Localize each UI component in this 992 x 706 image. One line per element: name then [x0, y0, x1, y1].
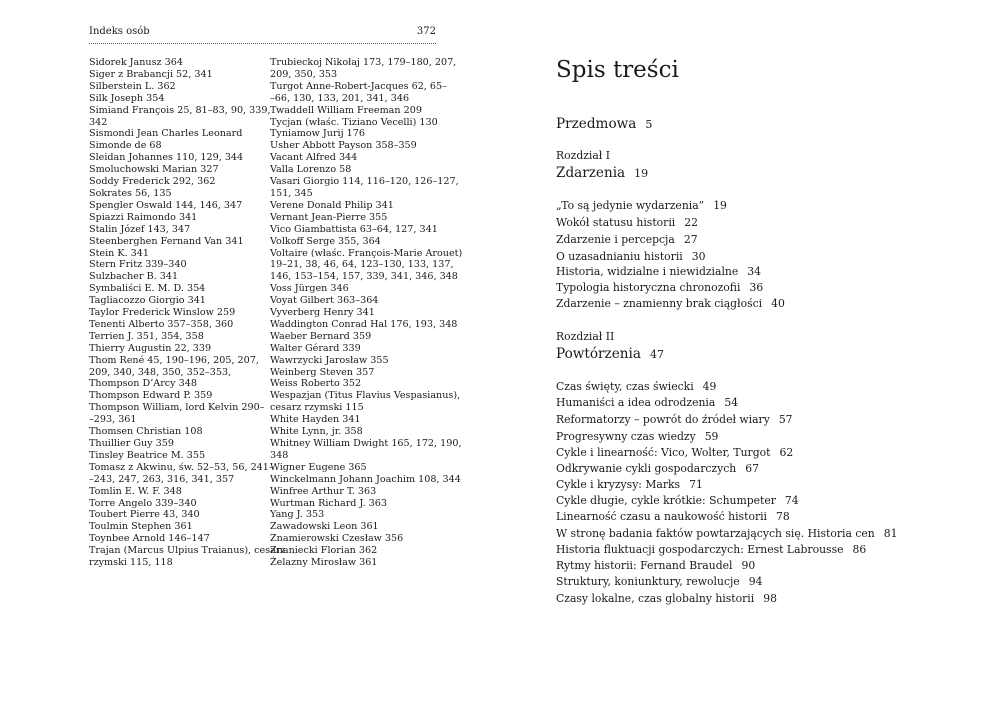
index-entry: Tyniamow Jurij 176 [270, 128, 365, 140]
index-column-right [270, 57, 463, 569]
index-entry: Voltaire (właśc. François-Marie Arouet) [270, 247, 463, 259]
index-entry: 19–21, 38, 46, 64, 123–130, 133, 137, [270, 259, 454, 271]
toc-entry-label: Cykle i kryzysy: Marks [556, 478, 681, 491]
toc-entry [556, 413, 793, 426]
toc-entry-page: 47 [649, 348, 664, 361]
toc-entry-label: Cykle i linearność: Vico, Wolter, Turgot [556, 446, 771, 459]
toc-entry [556, 527, 898, 540]
toc-entry [556, 396, 738, 409]
toc-chapter-label [556, 330, 614, 343]
index-entry: Silberstein L. 362 [89, 80, 176, 92]
index-entry: Simiand François 25, 81–83, 90, 339, [89, 104, 271, 116]
index-entry: Twaddell William Freeman 209 [270, 104, 422, 116]
toc-entry [556, 543, 866, 556]
toc-entry-label: „To są jedynie wydarzenia” [556, 199, 705, 212]
toc-entry-page: 54 [724, 396, 739, 409]
index-entry: Thom René 45, 190–196, 205, 207, [89, 354, 259, 366]
toc-title: Spis treści [556, 57, 679, 83]
index-entry: White Hayden 341 [270, 414, 361, 426]
toc-entry-label: Historia, widzialne i niewidzialne [556, 265, 739, 278]
toc-entry-label: Historia fluktuacji gospodarczych: Ernest Labrousse [556, 543, 844, 556]
toc-entry [556, 297, 785, 310]
index-entry: Tagliacozzo Giorgio 341 [89, 295, 206, 307]
index-entry: 151, 345 [270, 187, 313, 199]
toc-entry-page: 40 [771, 297, 785, 310]
toc-chapter-title [556, 346, 664, 363]
index-entry: Voss Jürgen 346 [270, 283, 349, 295]
toc-entry [556, 462, 759, 475]
toc-entry-page: 81 [883, 527, 898, 540]
index-entry: Waddington Conrad Hal 176, 193, 348 [270, 318, 458, 330]
toc-entry [556, 446, 793, 459]
index-entry: Sismondi Jean Charles Leonard [89, 128, 243, 140]
toc-entry [556, 592, 777, 605]
index-entry: Weinberg Steven 357 [270, 366, 375, 378]
index-entry: Vico Giambattista 63–64, 127, 341 [270, 223, 438, 235]
toc-entry-page: 27 [683, 233, 698, 246]
toc-entry-page: 59 [704, 430, 719, 443]
running-head [89, 26, 436, 42]
toc-entry-page: 5 [645, 118, 653, 131]
index-entry: Vasari Giorgio 114, 116–120, 126–127, [270, 176, 459, 188]
index-entry: Wespazjan (Titus Flavius Vespasianus), [270, 390, 461, 402]
toc-entry-page: 94 [748, 575, 763, 588]
index-entry: 209, 340, 348, 350, 352–353, [89, 366, 232, 378]
index-entry: Sulzbacher B. 341 [89, 271, 179, 283]
index-entry: 146, 153–154, 157, 339, 341, 346, 348 [270, 271, 458, 283]
toc-entry-label: O uzasadnianiu historii [556, 250, 683, 263]
toc-entry-page: 30 [691, 250, 706, 263]
index-entry: –243, 247, 263, 316, 341, 357 [89, 473, 235, 485]
toc-entry-label: W stronę badania faktów powtarzających się. Historia cen [556, 527, 875, 540]
index-entry: Smoluchowski Marian 327 [89, 164, 219, 176]
index-entry: Walter Gérard 339 [270, 342, 361, 354]
index-entry: Wawrzycki Jarosław 355 [270, 354, 389, 366]
index-entry: Stern Fritz 339–340 [89, 259, 187, 271]
index-entry: Spiazzi Raimondo 341 [89, 211, 198, 223]
toc-entry [556, 281, 763, 294]
index-entry: Wurtman Richard J. 363 [270, 497, 387, 509]
index-entry: Soddy Frederick 292, 362 [89, 176, 216, 188]
index-entry: Thomsen Christian 108 [89, 426, 203, 438]
index-entry: 209, 350, 353 [270, 68, 338, 80]
toc-entry-label: Odkrywanie cykli gospodarczych [556, 462, 737, 475]
index-entry: Trajan (Marcus Ulpius Traianus), cesarz [89, 545, 286, 557]
toc-entry [556, 430, 718, 443]
index-entry: Sleidan Johannes 110, 129, 344 [89, 152, 244, 164]
index-entry: Winckelmann Johann Joachim 108, 344 [270, 473, 461, 485]
index-entry: Tomasz z Akwinu, św. 52–53, 56, 241– [89, 461, 274, 473]
index-entry: Simonde de 68 [89, 140, 162, 152]
index-entry: Taylor Frederick Winslow 259 [89, 307, 236, 319]
index-entry: Vernant Jean-Pierre 355 [270, 211, 388, 223]
toc-entry-label: Czas święty, czas świecki [556, 380, 694, 393]
running-title: Indeks osób [89, 26, 150, 37]
toc-entry-label: Struktury, koniunktury, rewolucje [556, 575, 740, 588]
index-entry: Verene Donald Philip 341 [270, 199, 394, 211]
toc-entry [556, 575, 763, 588]
toc-entry-label: Rytmy historii: Fernand Braudel [556, 559, 733, 572]
index-entry: Toulmin Stephen 361 [89, 521, 193, 533]
index-entry: Spengler Oswald 144, 146, 347 [89, 199, 243, 211]
toc-entry-label: Zdarzenie i percepcja [556, 233, 675, 246]
toc-chapter-title [556, 165, 648, 182]
index-entry: Żelazny Mirosław 361 [270, 557, 378, 569]
index-entry: Stalin Józef 143, 347 [89, 223, 191, 235]
toc-entry [556, 559, 755, 572]
index-entry: Terrien J. 351, 354, 358 [89, 330, 204, 342]
toc-entry-page: 49 [702, 380, 717, 393]
toc-entry-page: 57 [778, 413, 793, 426]
index-entry: rzymski 115, 118 [89, 557, 173, 569]
index-entry: Usher Abbott Payson 358–359 [270, 140, 417, 152]
index-entry: Symbaliści E. M. D. 354 [89, 283, 206, 295]
index-entry: Winfree Arthur T. 363 [270, 485, 377, 497]
index-entry: Valla Lorenzo 58 [270, 164, 352, 176]
toc-entry [556, 216, 698, 229]
index-entry: Siger z Brabancji 52, 341 [89, 68, 213, 80]
index-entry: Thompson D’Arcy 348 [89, 378, 197, 390]
toc-entry-page: 62 [779, 446, 794, 459]
toc-entry [556, 233, 698, 246]
toc-entry-label: Reformatorzy – powrót do źródeł wiary [556, 413, 770, 426]
index-entry: Torre Angelo 339–340 [89, 497, 197, 509]
toc-page [496, 0, 992, 706]
index-entry: Wigner Eugene 365 [270, 461, 367, 473]
index-entry: Vyverberg Henry 341 [270, 307, 375, 319]
index-entry: Yang J. 353 [270, 509, 325, 521]
dotted-rule [89, 43, 436, 44]
index-entry: Waeber Bernard 359 [270, 330, 372, 342]
toc-entry-page: 19 [634, 167, 649, 180]
toc-entry [556, 380, 716, 393]
page-number: 372 [416, 26, 436, 37]
toc-entry [556, 478, 703, 491]
index-entry: Stein K. 341 [89, 247, 149, 259]
toc-entry-label: Linearność czasu a naukowość historii [556, 510, 768, 523]
toc-entry-label: Przedmowa [556, 116, 637, 132]
toc-entry-page: 90 [741, 559, 756, 572]
toc-entry-label: Progresywny czas wiedzy [556, 430, 696, 443]
toc-entry-label: Powtórzenia [556, 346, 641, 362]
toc-entry-label: Czasy lokalne, czas globalny historii [556, 592, 755, 605]
toc-entry-label: Zdarzenie – znamienny brak ciągłości [556, 297, 763, 310]
index-entry: Turgot Anne-Robert-Jacques 62, 65– [270, 80, 447, 92]
index-entry: White Lynn, jr. 358 [270, 426, 363, 438]
toc-entry-page: 19 [713, 199, 727, 212]
toc-entry-page: 71 [689, 478, 703, 491]
toc-entry-page: 74 [784, 494, 799, 507]
index-entry: Voyat Gilbert 363–364 [270, 295, 379, 307]
index-entry: Vacant Alfred 344 [270, 152, 358, 164]
toc-entry [556, 199, 727, 212]
index-entry: Volkoff Serge 355, 364 [270, 235, 381, 247]
index-entry: Weiss Roberto 352 [270, 378, 362, 390]
index-entry: Znaniecki Florian 362 [270, 545, 378, 557]
toc-entry-page: 78 [776, 510, 790, 523]
index-entry: Steenberghen Fernand Van 341 [89, 235, 244, 247]
toc-entry-label: Cykle długie, cykle krótkie: Schumpeter [556, 494, 776, 507]
index-entry: –66, 130, 133, 201, 341, 346 [270, 92, 410, 104]
index-entry: Tenenti Alberto 357–358, 360 [89, 318, 234, 330]
toc-entry-page: 34 [747, 265, 761, 278]
index-entry: Znamierowski Czesław 356 [270, 533, 404, 545]
index-entry: Sidorek Janusz 364 [89, 57, 183, 68]
toc-entry [556, 250, 706, 263]
index-entry: cesarz rzymski 115 [270, 402, 364, 414]
toc-entry-page: 67 [745, 462, 759, 475]
index-entry: Tycjan (właśc. Tiziano Vecelli) 130 [270, 116, 438, 128]
toc-entry [556, 510, 790, 523]
index-entry: Tomlin E. W. F. 348 [89, 485, 182, 497]
toc-entry-page: 86 [852, 543, 867, 556]
toc-entry-label: Zdarzenia [556, 165, 626, 181]
toc-chapter-title [556, 116, 652, 133]
index-entry: Sokrates 56, 135 [89, 187, 172, 199]
index-entry: 342 [89, 116, 108, 128]
index-entry: Thuillier Guy 359 [89, 438, 174, 449]
index-entry: Thompson William, lord Kelvin 290– [89, 402, 265, 414]
index-column-left [89, 57, 286, 569]
index-entry: Thompson Edward P. 359 [89, 390, 213, 402]
toc-entry-page: 36 [749, 281, 764, 294]
index-entry: 348 [270, 449, 289, 461]
index-entry: Thierry Augustin 22, 339 [89, 342, 212, 354]
toc-entry [556, 265, 761, 278]
toc-entry [556, 494, 799, 507]
toc-entry-page: 98 [763, 592, 777, 605]
toc-entry-label: Typologia historyczna chronozofii [556, 281, 741, 294]
index-entry: Toubert Pierre 43, 340 [89, 509, 200, 521]
toc-chapter-label [556, 149, 610, 162]
toc-entry-label: Wokół statusu historii [556, 216, 676, 229]
index-entry: Silk Joseph 354 [89, 92, 165, 104]
index-entry: Tinsley Beatrice M. 355 [89, 449, 206, 461]
toc-entry-label: Rozdział II [556, 330, 615, 343]
index-entry: –293, 361 [89, 414, 137, 426]
index-entry: Toynbee Arnold 146–147 [89, 533, 210, 545]
index-entry: Whitney William Dwight 165, 172, 190, [270, 438, 462, 449]
index-entry: Zawadowski Leon 361 [270, 521, 379, 533]
toc-entry-label: Rozdział I [556, 149, 611, 162]
toc-entry-label: Humaniści a idea odrodzenia [556, 396, 716, 409]
index-entry: Trubieckoj Nikołaj 173, 179–180, 207, [270, 57, 457, 68]
toc-entry-page: 22 [684, 216, 698, 229]
